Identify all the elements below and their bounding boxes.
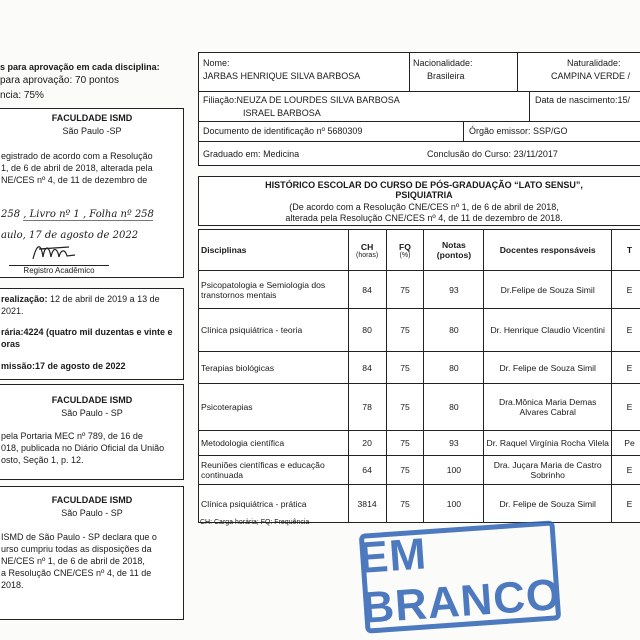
grade-cell: 100 bbox=[424, 456, 484, 485]
form-vdivider-2 bbox=[517, 53, 518, 91]
table-row bbox=[199, 309, 640, 352]
form-divider-3 bbox=[199, 141, 640, 142]
registrar-signature bbox=[29, 237, 89, 267]
registry-city: São Paulo -SP bbox=[62, 126, 122, 136]
id-line bbox=[203, 126, 362, 136]
fq-cell: 75 bbox=[386, 352, 424, 384]
declaration-line2: urso cumpriu todas as disposições da bbox=[1, 544, 152, 554]
t-cell: E bbox=[612, 352, 640, 384]
declaration-line4: a Resolução CNE/CES nº 4, de 11 de bbox=[1, 568, 152, 578]
t-cell: E bbox=[612, 309, 640, 352]
ch-cell: 78 bbox=[348, 384, 386, 431]
realization-line bbox=[1, 294, 160, 304]
ch-cell: 84 bbox=[348, 352, 386, 384]
declaration-line1: ISMD de São Paulo - SP declara que o bbox=[1, 532, 157, 542]
hours-value: 4224 (quatro mil duzentas e vinte e bbox=[23, 327, 173, 337]
nationality-value: Brasileira bbox=[427, 71, 465, 81]
grade-cell: 100 bbox=[424, 485, 484, 523]
declaration-line3: NE/CES nº 1, de 6 de abril de 2018, bbox=[1, 556, 145, 566]
accreditation-line2: 018, publicada no Diário Oficial da União bbox=[1, 443, 165, 453]
grade-cell: 93 bbox=[424, 271, 484, 309]
teacher-cell: Dra.Mônica Maria Demas Alvares Cabral bbox=[484, 384, 612, 431]
fq-cell: 75 bbox=[386, 271, 424, 309]
registry-book: 258 , Livro nº 1 , Folha nº 258 bbox=[1, 209, 154, 220]
emission-value: 17 de agosto de 2022 bbox=[35, 361, 126, 371]
teacher-cell: Dr.Felipe de Souza Simil bbox=[484, 271, 612, 309]
t-cell: E bbox=[612, 485, 640, 523]
form-vdivider-4 bbox=[463, 121, 464, 141]
issuer-line bbox=[469, 126, 568, 136]
realization-cont: 2021. bbox=[1, 306, 24, 316]
header-last: T bbox=[612, 230, 640, 271]
header-docentes: Docentes responsáveis bbox=[484, 230, 612, 271]
header-fq-unit: (%) bbox=[399, 251, 411, 259]
table-row bbox=[199, 431, 640, 456]
emission-label: missão: bbox=[1, 361, 36, 371]
issuer-value: SSP/GO bbox=[533, 126, 568, 136]
blank-stamp bbox=[359, 520, 561, 633]
teacher-cell: Dra. Juçara Maria de Castro Sobrinho bbox=[484, 456, 612, 485]
grade-cell: 80 bbox=[424, 384, 484, 431]
teacher-cell: Dr. Felipe de Souza Simil bbox=[484, 352, 612, 384]
history-sub1: (De acordo com a Resolução CNE/CES nº 1, de 6 de abril de 2018, bbox=[289, 202, 559, 212]
header-ch bbox=[348, 230, 386, 271]
filiation-value1: NEUZA DE LOURDES SILVA BARBOSA bbox=[236, 95, 400, 105]
student-info-form bbox=[198, 52, 640, 166]
grades-table bbox=[198, 229, 640, 523]
registry-date: aulo, 17 de agosto de 2022 bbox=[1, 230, 139, 241]
registry-line3: NE/CES nº 4, de 11 de dezembro de bbox=[1, 175, 148, 185]
table-footnote: CH: Carga horária; FQ: Frequência bbox=[200, 519, 310, 526]
ch-cell: 80 bbox=[348, 309, 386, 352]
teacher-cell: Dr. Henrique Claudio Vicentini bbox=[484, 309, 612, 352]
registry-box bbox=[0, 108, 184, 278]
form-vdivider-3 bbox=[529, 91, 530, 121]
hours-cont: oras bbox=[1, 339, 21, 349]
accreditation-line1: pela Portaria MEC nº 789, de 16 de bbox=[1, 431, 143, 441]
ch-cell: 3814 bbox=[348, 485, 386, 523]
registry-book-underline bbox=[23, 220, 153, 221]
history-title1: HISTÓRICO ESCOLAR DO CURSO DE PÓS-GRADUAÇÃO “LATO SENSU”, bbox=[265, 180, 583, 190]
registry-line1: egistrado de acordo com a Resolução bbox=[1, 151, 153, 161]
hours-line bbox=[1, 327, 173, 337]
header-notas-label: Notas bbox=[441, 240, 466, 250]
teacher-cell: Dr. Felipe de Souza Simil bbox=[484, 485, 612, 523]
discipline-cell: Reuniões científicas e educação continuada bbox=[199, 456, 349, 485]
nationality-label: Nacionalidade: bbox=[413, 58, 473, 68]
teacher-cell: Dr. Raquel Virgínia Rocha Vilela bbox=[484, 431, 612, 456]
id-label: Documento de identificação nº bbox=[203, 126, 325, 136]
grade-cell: 80 bbox=[424, 352, 484, 384]
conclusion-label: Conclusão do Curso: bbox=[427, 149, 512, 159]
course-info-box bbox=[0, 288, 184, 380]
header-fq bbox=[386, 230, 424, 271]
realization-value: 12 de abril de 2019 a 13 de bbox=[50, 294, 160, 304]
fq-cell: 75 bbox=[386, 384, 424, 431]
conclusion-line bbox=[427, 149, 558, 159]
accreditation-city: São Paulo - SP bbox=[61, 408, 123, 418]
birth-label: Data de nascimento:15/ bbox=[535, 95, 631, 105]
form-vdivider-1 bbox=[409, 53, 410, 91]
fq-cell: 75 bbox=[386, 431, 424, 456]
accreditation-box bbox=[0, 384, 184, 480]
fq-cell: 75 bbox=[386, 456, 424, 485]
realization-label: realização: bbox=[1, 294, 48, 304]
t-cell: Pe bbox=[612, 431, 640, 456]
discipline-cell: Metodologia científica bbox=[199, 431, 349, 456]
registry-org: FACULDADE ISMD bbox=[51, 113, 133, 123]
conclusion-value: 23/11/2017 bbox=[513, 149, 558, 159]
issuer-label: Órgão emissor: bbox=[469, 126, 531, 136]
emission-line bbox=[1, 361, 126, 371]
discipline-cell: Psicopatologia e Semiologia dos transtornos mentais bbox=[199, 271, 349, 309]
graduated-value: Medicina bbox=[263, 149, 300, 159]
accreditation-org: FACULDADE ISMD bbox=[51, 395, 133, 405]
approval-line2: ncia: 75% bbox=[0, 90, 44, 101]
name-label: Nome: bbox=[203, 58, 230, 68]
t-cell: E bbox=[612, 384, 640, 431]
grade-cell: 80 bbox=[424, 309, 484, 352]
accreditation-line3: osto, Seção 1, p. 12. bbox=[1, 455, 84, 465]
header-notas bbox=[424, 230, 484, 271]
fq-cell: 75 bbox=[386, 485, 424, 523]
history-sub2: alterada pela Resolução CNE/CES nº 4, de 11 de dezembro de 2018. bbox=[285, 213, 563, 223]
ch-cell: 84 bbox=[348, 271, 386, 309]
header-disciplinas: Disciplinas bbox=[199, 230, 349, 271]
header-ch-unit: (horas) bbox=[355, 251, 379, 259]
graduated-label: Graduado em: bbox=[203, 149, 261, 159]
id-value: 5680309 bbox=[327, 126, 363, 136]
table-header-row bbox=[199, 230, 640, 271]
header-fq-label: FQ bbox=[399, 241, 411, 252]
discipline-cell: Clínica psiquiátrica - prática bbox=[199, 485, 349, 523]
discipline-cell: Psicoterapias bbox=[199, 384, 349, 431]
form-divider-1 bbox=[199, 91, 640, 92]
table-row bbox=[199, 456, 640, 485]
naturality-value: CAMPINA VERDE / bbox=[551, 71, 631, 81]
approval-line1: para aprovação: 70 pontos bbox=[0, 75, 119, 86]
header-ch-label: CH bbox=[360, 241, 374, 252]
name-value: JARBAS HENRIQUE SILVA BARBOSA bbox=[203, 71, 361, 81]
registry-office: Registro Acadêmico bbox=[23, 266, 95, 275]
ch-cell: 20 bbox=[348, 431, 386, 456]
grade-cell: 93 bbox=[424, 431, 484, 456]
approval-title: s para aprovação em cada disciplina: bbox=[0, 62, 160, 72]
header-notas-unit: (pontos) bbox=[436, 250, 472, 260]
t-cell: E bbox=[612, 271, 640, 309]
history-title2: PSIQUIATRIA bbox=[395, 190, 453, 200]
hours-label: rária: bbox=[1, 327, 24, 337]
discipline-cell: Terapias biológicas bbox=[199, 352, 349, 384]
table-row bbox=[199, 384, 640, 431]
declaration-org: FACULDADE ISMD bbox=[51, 495, 133, 505]
filiation-line1 bbox=[203, 95, 400, 105]
naturality-label: Naturalidade: bbox=[567, 58, 621, 68]
declaration-line5: 2018. bbox=[1, 580, 24, 590]
graduated-line bbox=[203, 149, 299, 159]
filiation-value2: ISRAEL BARBOSA bbox=[243, 108, 321, 118]
discipline-cell: Clínica psiquiátrica - teoria bbox=[199, 309, 349, 352]
filiation-label: Filiação: bbox=[203, 95, 237, 105]
declaration-city: São Paulo - SP bbox=[61, 508, 123, 518]
table-row bbox=[199, 352, 640, 384]
form-divider-2 bbox=[199, 121, 640, 122]
history-title-box bbox=[198, 176, 640, 226]
ch-cell: 64 bbox=[348, 456, 386, 485]
table-row bbox=[199, 271, 640, 309]
fq-cell: 75 bbox=[386, 309, 424, 352]
stamp-text: EM BRANCO bbox=[357, 529, 563, 633]
t-cell: E bbox=[612, 456, 640, 485]
declaration-box bbox=[0, 486, 184, 620]
table-row bbox=[199, 485, 640, 523]
registry-line2: 1, de 6 de abril de 2018, alterada pela bbox=[1, 163, 153, 173]
